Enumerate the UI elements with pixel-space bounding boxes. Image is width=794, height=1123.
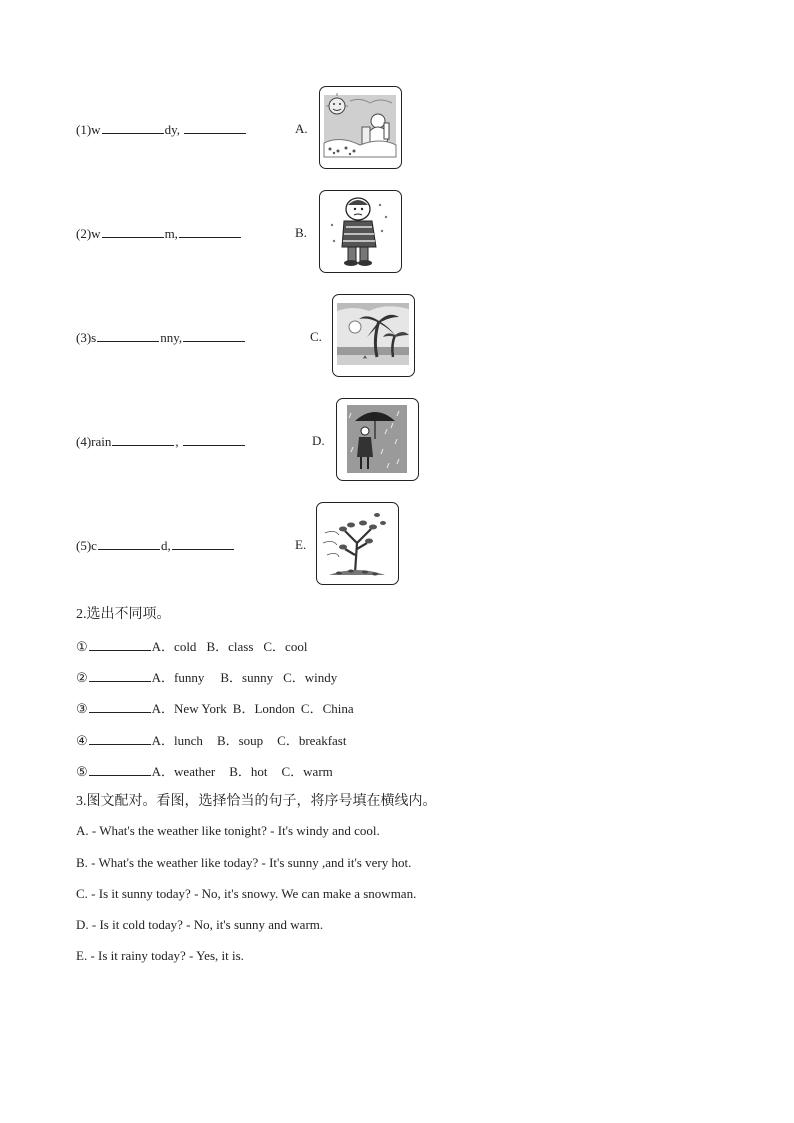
q1-item-4 — [76, 433, 246, 450]
sentence-a: A. - What's the weather like tonight? - It's windy and cool. — [76, 823, 380, 838]
q3-heading: 3.图文配对。看图，选择恰当的句子，将序号填在横线内。 — [76, 794, 437, 809]
item-suffix: dy, — [164, 122, 180, 137]
item-number: (2) — [76, 226, 92, 241]
picture-palm-beach — [332, 294, 415, 377]
answer-blank[interactable] — [179, 225, 241, 238]
q2-row-2 — [76, 667, 337, 686]
picture-cold-boy — [319, 190, 402, 273]
answer-blank[interactable] — [89, 732, 151, 745]
picture-snow-scene — [319, 86, 402, 169]
item-prefix: c — [91, 538, 97, 553]
option-letter-b: B. — [295, 225, 307, 240]
item-suffix: m, — [164, 226, 178, 241]
item-prefix: w — [91, 226, 101, 241]
q1-item-5 — [76, 537, 235, 554]
answer-blank[interactable] — [183, 433, 245, 446]
item-suffix: nny, — [160, 330, 183, 345]
item-prefix: w — [91, 122, 101, 137]
answer-blank[interactable] — [98, 537, 160, 550]
answer-blank[interactable] — [112, 433, 174, 446]
item-suffix: , — [175, 434, 179, 449]
item-prefix: s — [91, 330, 97, 345]
item-number: (3) — [76, 330, 92, 345]
q1-item-1 — [76, 121, 247, 138]
answer-blank[interactable] — [102, 225, 164, 238]
option-a: A．lunch — [151, 733, 203, 748]
option-a: A．cold — [151, 639, 197, 654]
picture-windy-tree — [316, 502, 399, 585]
row-mark: ① — [76, 639, 88, 654]
option-a: A．funny — [151, 670, 205, 685]
item-number: (5) — [76, 538, 92, 553]
answer-blank[interactable] — [183, 329, 245, 342]
sentence-e: E. - Is it rainy today? - Yes, it is. — [76, 948, 244, 963]
item-suffix: d, — [160, 538, 171, 553]
answer-blank[interactable] — [102, 121, 164, 134]
picture-rain-umbrella — [336, 398, 419, 481]
option-b: B．class — [206, 639, 254, 654]
answer-blank[interactable] — [89, 638, 151, 651]
item-prefix: rain — [91, 434, 112, 449]
option-letter-e: E. — [295, 537, 307, 552]
answer-blank[interactable] — [172, 537, 234, 550]
option-c: C．China — [300, 701, 354, 716]
option-c: C．warm — [281, 764, 333, 779]
option-b: B．hot — [229, 764, 268, 779]
option-b: B．London — [232, 701, 295, 716]
q1-item-2 — [76, 225, 242, 242]
option-c: C．cool — [263, 639, 308, 654]
sentence-c: C. - Is it sunny today? - No, it's snowy. We can make a snowman. — [76, 886, 417, 901]
sentence-d: D. - Is it cold today? - No, it's sunny and warm. — [76, 917, 324, 932]
option-letter-d: D. — [312, 433, 325, 448]
answer-blank[interactable] — [89, 700, 151, 713]
answer-blank[interactable] — [184, 121, 246, 134]
item-number: (4) — [76, 434, 92, 449]
option-letter-a: A. — [295, 121, 308, 136]
answer-blank[interactable] — [89, 763, 151, 776]
row-mark: ④ — [76, 733, 88, 748]
option-b: B．sunny — [220, 670, 274, 685]
answer-blank[interactable] — [97, 329, 159, 342]
option-a: A．weather — [151, 764, 216, 779]
row-mark: ② — [76, 670, 88, 685]
row-mark: ③ — [76, 701, 88, 716]
q1-item-3 — [76, 329, 246, 346]
q2-row-4 — [76, 730, 346, 749]
answer-blank[interactable] — [89, 669, 151, 682]
q2-row-1 — [76, 636, 307, 655]
q2-row-3 — [76, 698, 354, 717]
option-c: C．breakfast — [277, 733, 347, 748]
sentence-b: B. - What's the weather like today? - It's sunny ,and it's very hot. — [76, 855, 412, 870]
option-letter-c: C. — [310, 329, 322, 344]
q2-heading: 2.选出不同项。 — [76, 607, 171, 622]
option-c: C．windy — [283, 670, 338, 685]
row-mark: ⑤ — [76, 764, 88, 779]
option-a: A．New York — [151, 701, 227, 716]
q2-row-5 — [76, 761, 333, 780]
item-number: (1) — [76, 122, 92, 137]
option-b: B．soup — [216, 733, 264, 748]
